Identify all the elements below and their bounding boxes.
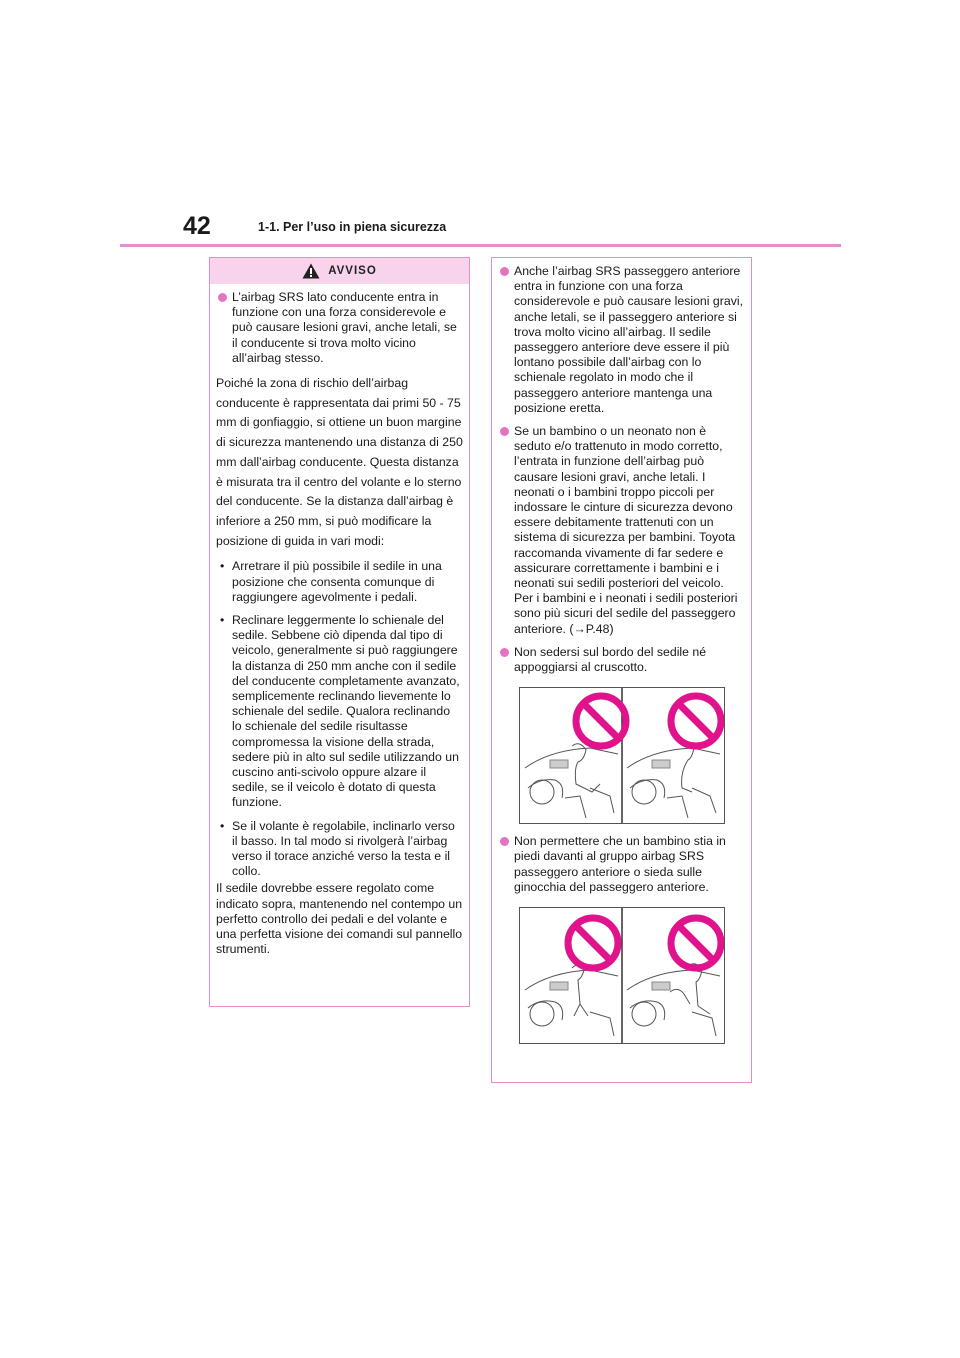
- sub-item-text: Reclinare leggermente lo schienale del sedile. Sebbene ciò dipenda dal tipo di veicolo, generalmente si può raggiungere la distanza di 250 mm anche con il sedile del conducente completamente avanzato, semplicemente reclinando lievemente lo schienale del sedile. Qualora reclinando lo schienale del sedile risultasse compromessa la visione della strada, sedere più in alto sul sedile utilizzando un cuscino anti-scivolo oppure alzare il sedile, se il veicolo è dotato di questa funzione.: [232, 612, 460, 810]
- sub-list-item: [216, 613, 463, 811]
- sub-bullet-mark: •: [220, 612, 225, 627]
- bullet-dot: [500, 427, 509, 436]
- list-item: [498, 645, 745, 675]
- paragraph: Il sedile dovrebbe essere regolato come indicato sopra, mantenendo nel contempo un perfetto controllo dei pedali e del volante e una perfetta visione dei comandi sul pannello strumenti.: [216, 881, 463, 957]
- sub-list-item: [216, 559, 463, 605]
- sub-bullet-mark: •: [220, 818, 225, 833]
- bullet-dot: [218, 293, 227, 302]
- warning-box-right: [491, 257, 752, 1083]
- bullet-dot: [500, 837, 509, 846]
- bullet-dot: [500, 267, 509, 276]
- illustration-drawing: [520, 688, 724, 823]
- illustration-seating-1: [519, 687, 725, 824]
- list-item: [498, 834, 745, 895]
- sub-list-item: [216, 819, 463, 880]
- bullet-text: Non permettere che un bambino stia in piedi davanti al gruppo airbag SRS passeggero anteriore o sieda sulle ginocchia del passeggero anteriore.: [514, 834, 726, 894]
- bullet-text: Non sedersi sul bordo del sedile né appoggiarsi al cruscotto.: [514, 644, 707, 675]
- prohibition-icon: [568, 918, 618, 968]
- paragraph: Poiché la zona di rischio dell’airbag conducente è rappresentata dai primi 50 - 75 mm di gonfiaggio, si ottiene un buon margine di sicurezza mantenendo una distanza di 250 mm dall’airbag conducente. Questa distanza è misurata tra il centro del volante e lo sterno del conducente. Se la distanza dall’airbag è inferiore a 250 mm, si può modificare la posizione di guida in vari modi:: [216, 376, 463, 548]
- warning-box-left: [209, 257, 470, 1007]
- warning-triangle-icon: [302, 263, 320, 279]
- list-item: [498, 424, 745, 637]
- header-rule: [120, 244, 841, 247]
- prohibition-icon: [671, 696, 721, 746]
- list-item: [216, 290, 463, 366]
- avviso-header: [210, 258, 469, 284]
- prohibition-icon: [671, 918, 721, 968]
- illustration-seating-2: [519, 907, 725, 1044]
- page-reference-link[interactable]: (→P.48): [569, 621, 614, 636]
- avviso-label: AVVISO: [328, 265, 377, 277]
- prohibition-icon: [576, 696, 626, 746]
- page-number: 42: [183, 212, 211, 240]
- bullet-dot: [500, 648, 509, 657]
- bullet-text: Se un bambino o un neonato non è seduto e/o trattenuto in modo corretto, l’entrata in funzione dell’airbag può causare lesioni gravi, anche letali. I neonati o i bambini troppo piccoli per indossare le cinture di sicurezza devono essere debitamente trattenuti con un sistema di sicurezza per bambini. Toyota raccomanda vivamente di far sedere e assicurare correttamente i bambini e i neonati sui sedili posteriori del veicolo. Per i bambini e i neonati i sedili posteriori sono più sicuri del sedile del passeggero anteriore.: [514, 424, 738, 636]
- bullet-text: L’airbag SRS lato conducente entra in funzione con una forza considerevole e può causare lesioni gravi, anche letali, se il conducente si trova molto vicino all’airbag stesso.: [232, 290, 457, 365]
- bullet-text: Anche l’airbag SRS passeggero anteriore entra in funzione con una forza considerevole e può causare lesioni gravi, anche letali, se il passeggero anteriore si trova molto vicino all’airbag. Il sedile passeggero anteriore deve essere il più lontano possibile dall’airbag con lo schienale regolato in modo che il passeggero anteriore mantenga una posizione eretta.: [514, 264, 743, 415]
- section-title: 1-1. Per l’uso in piena sicurezza: [258, 220, 447, 234]
- sub-bullet-mark: •: [220, 559, 225, 574]
- illustration-drawing: [520, 908, 724, 1043]
- list-item: [498, 264, 745, 416]
- sub-item-text: Arretrare il più possibile il sedile in una posizione che consenta comunque di raggiungere agevolmente i pedali.: [232, 559, 442, 604]
- sub-item-text: Se il volante è regolabile, inclinarlo verso il basso. In tal modo si rivolgerà l’airbag verso il torace anziché verso la testa e il collo.: [232, 818, 455, 879]
